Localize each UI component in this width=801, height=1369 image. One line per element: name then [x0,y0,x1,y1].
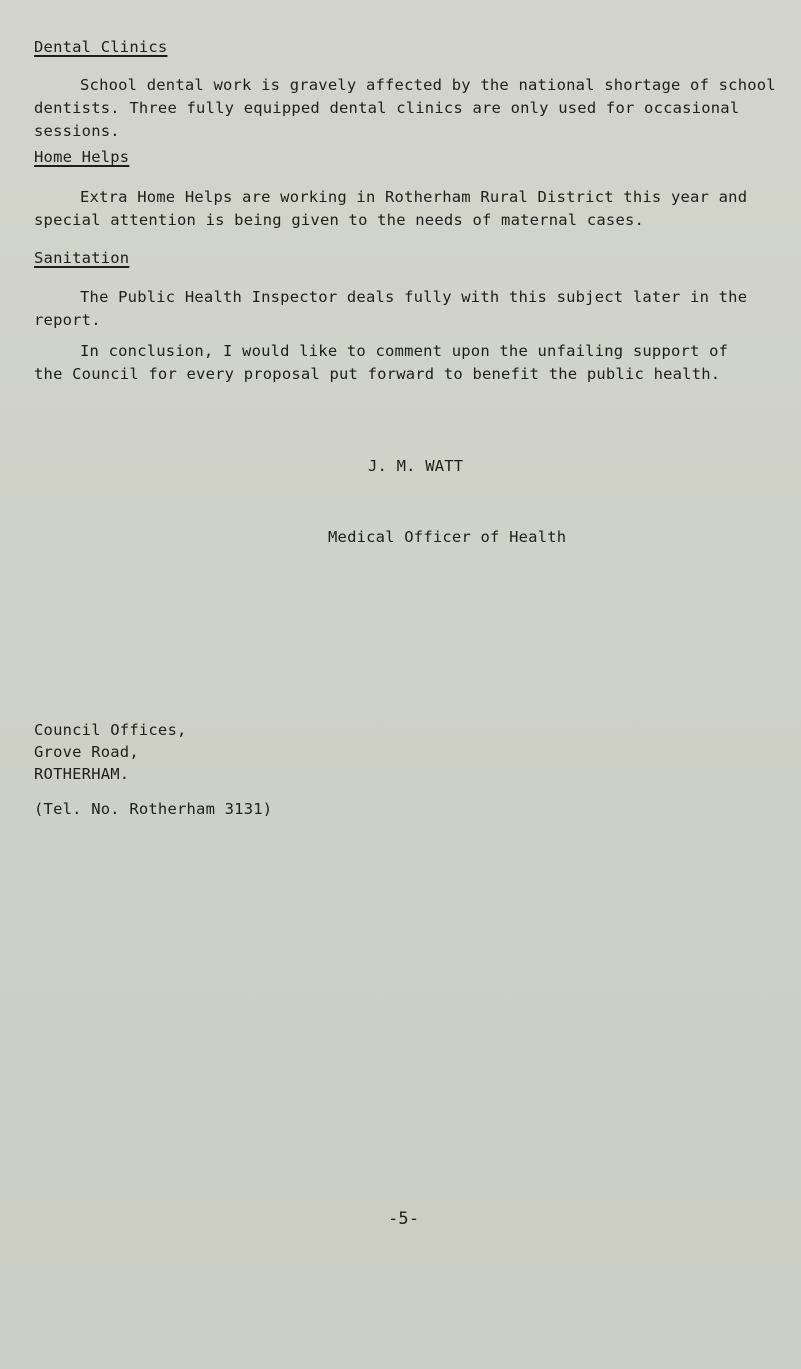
paragraph-line: The Public Health Inspector deals fully with this subject later in the [80,288,748,306]
paragraph-line: the Council for every proposal put forward to benefit the public health. [34,365,721,383]
signature-name: J. M. WATT [368,457,464,475]
heading-dental-clinics: Dental Clinics [34,38,168,56]
telephone-number: (Tel. No. Rotherham 3131) [34,800,273,818]
page-number: -5- [388,1209,420,1229]
paragraph-line: In conclusion, I would like to comment upon the unfailing support of [80,342,729,360]
paragraph-line: dentists. Three fully equipped dental clinics are only used for occasional [34,99,740,117]
signature-title: Medical Officer of Health [328,528,567,546]
paragraph-line: Extra Home Helps are working in Rotherham Rural District this year and [80,188,748,206]
paragraph-conclusion [34,340,774,386]
paragraph-sanitation [34,286,774,332]
address-block [34,719,187,785]
address-line: ROTHERHAM. [34,765,130,783]
address-line: Grove Road, [34,743,139,761]
heading-home-helps: Home Helps [34,148,130,166]
paragraph-home-helps [34,186,774,232]
paragraph-line: School dental work is gravely affected by the national shortage of school [80,76,776,94]
paragraph-line: report. [34,311,101,329]
paragraph-line: special attention is being given to the needs of maternal cases. [34,211,645,229]
address-line: Council Offices, [34,721,187,739]
paragraph-line: sessions. [34,122,120,140]
paragraph-dental-clinics [34,74,774,143]
heading-sanitation: Sanitation [34,249,130,267]
